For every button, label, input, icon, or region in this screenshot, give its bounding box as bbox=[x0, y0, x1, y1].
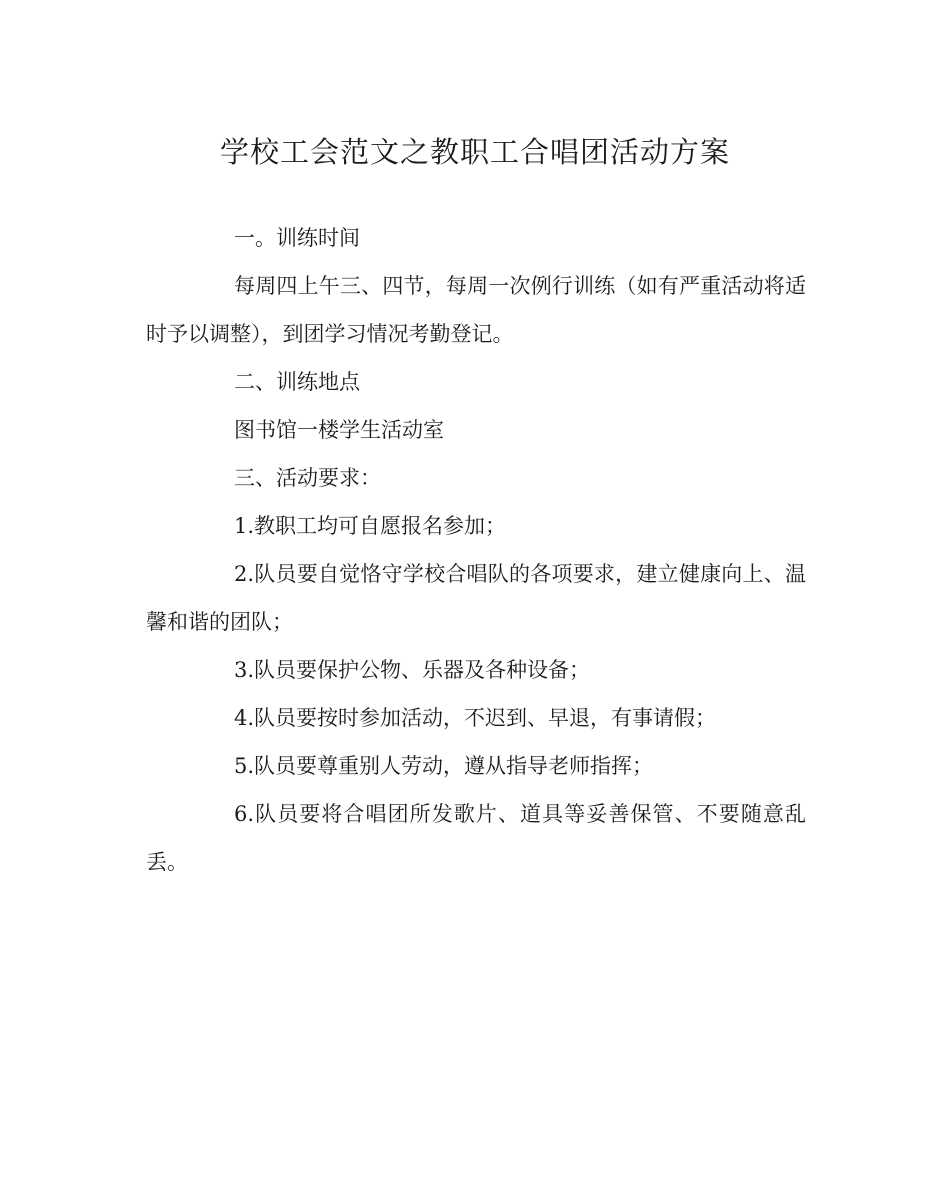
requirement-item-5: 5.队员要尊重别人劳动，遵从指导老师指挥； bbox=[234, 754, 654, 778]
section-heading-training-location: 二、训练地点 bbox=[234, 370, 360, 394]
requirement-item-4: 4.队员要按时参加活动，不迟到、早退，有事请假； bbox=[234, 706, 717, 730]
requirement-item-1: 1.教职工均可自愿报名参加； bbox=[234, 514, 507, 538]
paragraph-training-time: 每周四上午三、四节，每周一次例行训练（如有严重活动将适时予以调整），到团学习情况考勤登记。 bbox=[146, 274, 806, 346]
requirement-item-6: 6.队员要将合唱团所发歌片、道具等妥善保管、不要随意乱丢。 bbox=[146, 802, 806, 874]
document-title: 学校工会范文之教职工合唱团活动方案 bbox=[219, 135, 730, 169]
requirement-item-2: 2.队员要自觉恪守学校合唱队的各项要求，建立健康向上、温馨和谐的团队； bbox=[146, 562, 806, 634]
document-body bbox=[146, 214, 806, 886]
paragraph-training-location: 图书馆一楼学生活动室 bbox=[234, 418, 444, 442]
section-heading-requirements: 三、活动要求： bbox=[234, 466, 381, 490]
requirement-item-3: 3.队员要保护公物、乐器及各种设备； bbox=[234, 658, 591, 682]
section-heading-training-time: 一。训练时间 bbox=[234, 226, 360, 250]
